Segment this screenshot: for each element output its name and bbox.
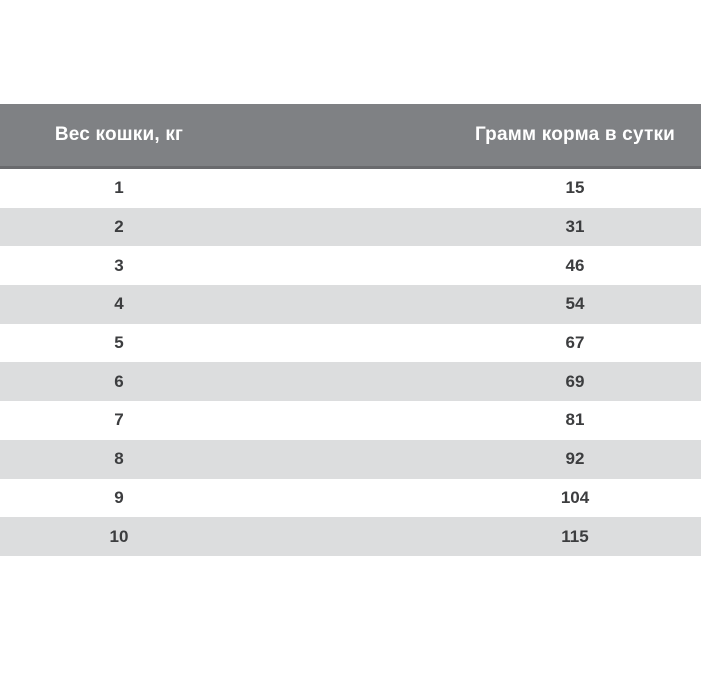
cell-grams-per-day: 92 <box>565 449 585 469</box>
cell-grams-per-day: 15 <box>565 178 585 198</box>
header-cell-cat-weight: Вес кошки, кг <box>54 124 184 145</box>
table-row <box>0 208 701 247</box>
cell-cat-weight: 2 <box>114 217 124 237</box>
cell-grams-per-day: 104 <box>560 487 590 507</box>
cell-grams-per-day: 46 <box>565 255 585 275</box>
cell-cat-weight: 7 <box>114 410 124 430</box>
table-row <box>0 401 701 440</box>
table-row <box>0 362 701 401</box>
cell-grams-per-day: 67 <box>565 333 585 353</box>
cell-grams-per-day: 54 <box>565 294 585 314</box>
cell-cat-weight: 3 <box>114 255 124 275</box>
table-row <box>0 479 701 518</box>
cell-grams-per-day: 31 <box>565 217 585 237</box>
table-row <box>0 169 701 208</box>
cell-cat-weight: 10 <box>109 526 129 546</box>
cell-cat-weight: 1 <box>114 178 124 198</box>
cell-cat-weight: 9 <box>114 487 124 507</box>
table-row <box>0 517 701 556</box>
table-row <box>0 440 701 479</box>
table-body <box>0 169 701 556</box>
table-row <box>0 324 701 363</box>
cell-cat-weight: 5 <box>114 333 124 353</box>
cell-grams-per-day: 81 <box>565 410 585 430</box>
cell-cat-weight: 6 <box>114 371 124 391</box>
cell-grams-per-day: 69 <box>565 371 585 391</box>
table-row <box>0 246 701 285</box>
header-cell-grams-per-day: Грамм корма в сутки <box>474 124 676 145</box>
table-row <box>0 285 701 324</box>
cell-grams-per-day: 115 <box>561 526 589 546</box>
cat-feeding-table <box>0 104 701 556</box>
cell-cat-weight: 4 <box>114 294 124 314</box>
table-header-row <box>0 104 701 169</box>
cell-cat-weight: 8 <box>114 449 124 469</box>
